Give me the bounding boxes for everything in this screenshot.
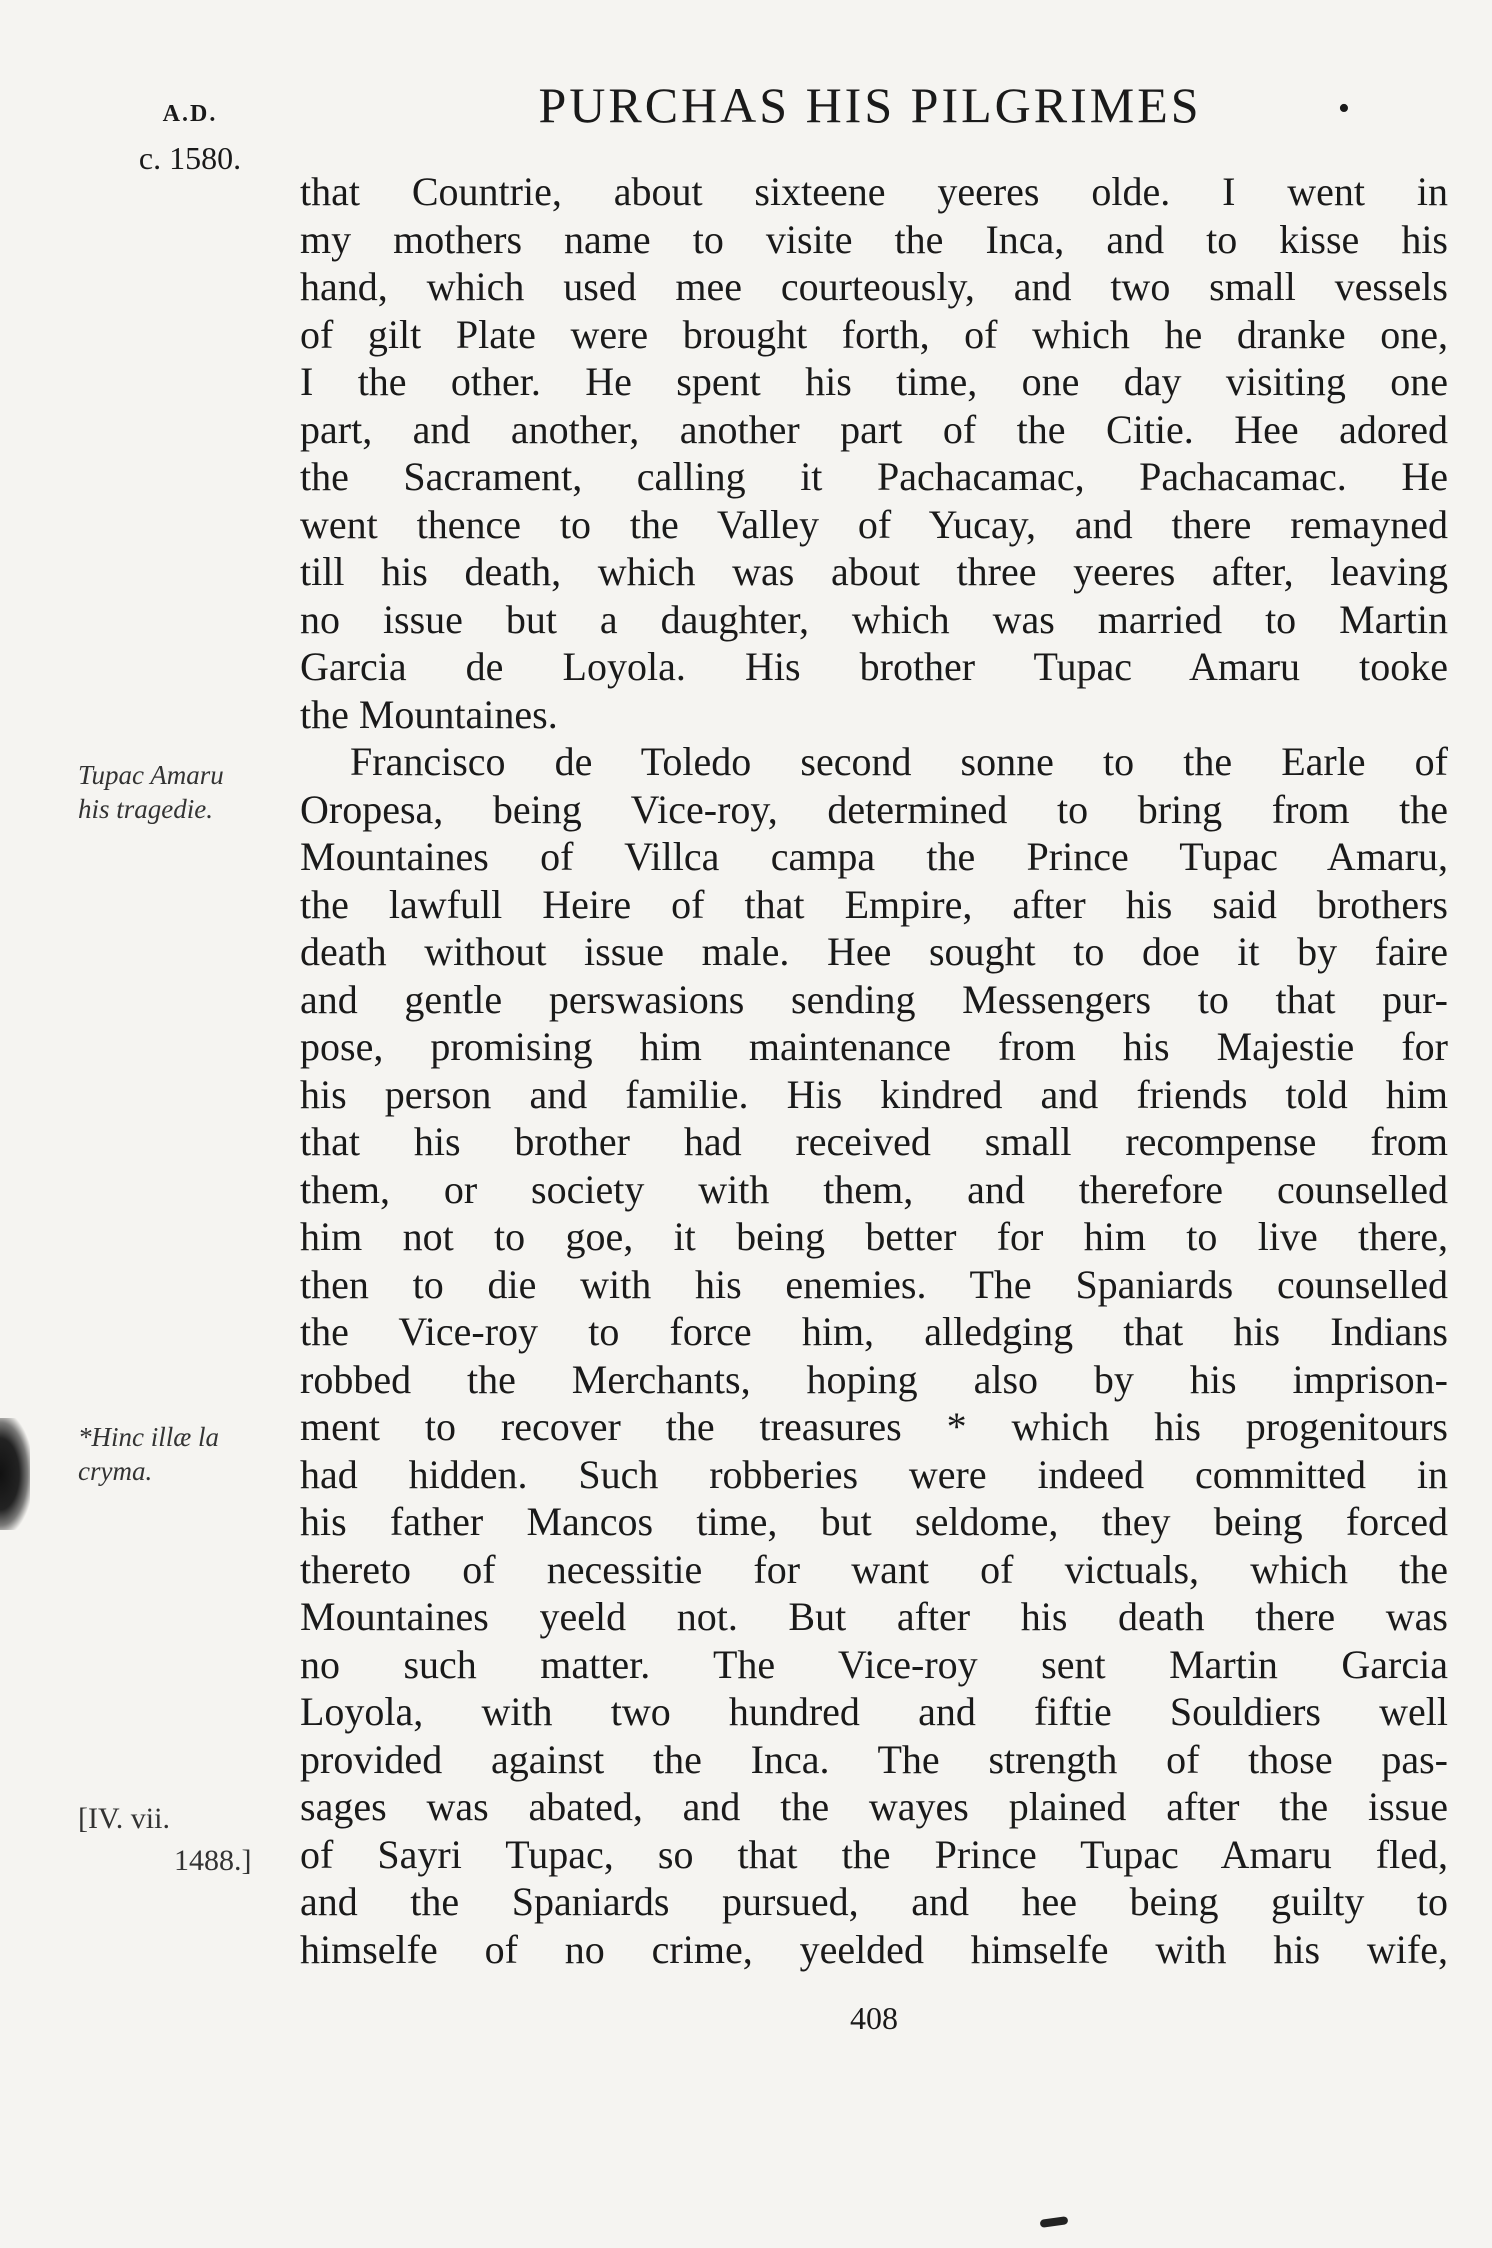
text-line: had hidden. Such robberies were indeed committed in (300, 1451, 1448, 1497)
text-line: of gilt Plate were brought forth, of which he dranke one, (300, 311, 1448, 357)
text-line: the lawfull Heire of that Empire, after his said brothers (300, 881, 1448, 927)
text-line: I the other. He spent his time, one day visiting one (300, 359, 1448, 404)
text-line: Oropesa, being Vice-roy, determined to bring from the (300, 786, 1448, 832)
text-line: Loyola, with two hundred and fiftie Souldiers well (300, 1689, 1448, 1734)
text-line: the Vice-roy to force him, alledging that his Indians (300, 1309, 1448, 1354)
text-line: hand, which used mee courteously, and two small vessels (300, 264, 1448, 309)
text-line: robbed the Merchants, hoping also by his imprison- (300, 1356, 1448, 1402)
marginal-date-year: c. 1580. (138, 140, 242, 176)
text-line: pose, promising him maintenance from his Majestie for (300, 1024, 1448, 1069)
text-line: his father Mancos time, but seldome, they being forced (300, 1499, 1448, 1544)
text-line: sages was abated, and the wayes plained after the issue (300, 1784, 1448, 1829)
text-line: him not to goe, it being better for him to live there, (300, 1214, 1448, 1259)
text-line: himselfe of no crime, yeelded himselfe with his wife, (300, 1926, 1448, 1972)
text-line: and gentle perswasions sending Messengers to that pur- (300, 976, 1448, 1022)
margin-volume-reference (78, 1798, 288, 1882)
volume-reference-page: 1488.] (174, 1844, 252, 1877)
text-line: Garcia de Loyola. His brother Tupac Amaru tooke (300, 644, 1448, 689)
text-line: them, or society with them, and therefore counselled (300, 1166, 1448, 1212)
running-head-title: PURCHAS HIS PILGRIMES (538, 77, 1202, 133)
text-line: part, and another, another part of the Citie. Hee adored (300, 406, 1448, 452)
page-number: 408 (850, 2000, 898, 2036)
volume-reference-line: [IV. vii. (78, 1802, 170, 1835)
text-line: no such matter. The Vice-roy sent Martin Garcia (300, 1641, 1448, 1687)
text-line: thereto of necessitie for want of victuals, which the (300, 1546, 1448, 1592)
margin-note-line: cryma. (78, 1456, 153, 1486)
margin-note-hinc-illae (78, 1420, 288, 1488)
text-line: the Sacrament, calling it Pachacamac, Pachacamac. He (300, 454, 1448, 499)
margin-note-line: his tragedie. (78, 794, 213, 824)
text-line: ment to recover the treasures * which his progenitours (300, 1404, 1448, 1449)
marginal-date (120, 92, 260, 180)
text-line: death without issue male. Hee sought to doe it by faire (300, 929, 1448, 974)
text-line: went thence to the Valley of Yucay, and there remayned (300, 501, 1448, 547)
text-line: his person and familie. His kindred and friends told him (300, 1071, 1448, 1117)
text-line: my mothers name to visite the Inca, and to kisse his (300, 216, 1448, 262)
paragraph-start-line: Francisco de Toledo second sonne to the Earle of (350, 739, 1448, 784)
text-line: Mountaines of Villca campa the Prince Tupac Amaru, (300, 834, 1448, 879)
ink-speck (1040, 2216, 1069, 2228)
text-line: then to die with his enemies. The Spaniards counselled (300, 1261, 1448, 1307)
margin-note-line: *Hinc illæ la (78, 1422, 219, 1452)
text-line: the Mountaines. (300, 691, 558, 737)
scan-thumb-shadow (0, 1418, 30, 1530)
text-line: Mountaines yeeld not. But after his death there was (300, 1594, 1448, 1639)
text-line: that his brother had received small recompense from (300, 1119, 1448, 1164)
text-line: provided against the Inca. The strength of those pas- (300, 1736, 1448, 1782)
text-line: that Countrie, about sixteene yeeres olde. I went in (300, 169, 1448, 214)
margin-note-line: Tupac Amaru (78, 760, 224, 790)
body-text (300, 168, 1448, 1973)
margin-note-tupac-amaru (78, 758, 288, 826)
marginal-date-era: A.D. (162, 101, 218, 127)
text-line: of Sayri Tupac, so that the Prince Tupac Amaru fled, (300, 1831, 1448, 1877)
running-head-mark: • (1338, 90, 1350, 127)
text-line: no issue but a daughter, which was married to Martin (300, 596, 1448, 642)
text-line: till his death, which was about three yeeres after, leaving (300, 549, 1448, 594)
text-line: and the Spaniards pursued, and hee being guilty to (300, 1879, 1448, 1924)
